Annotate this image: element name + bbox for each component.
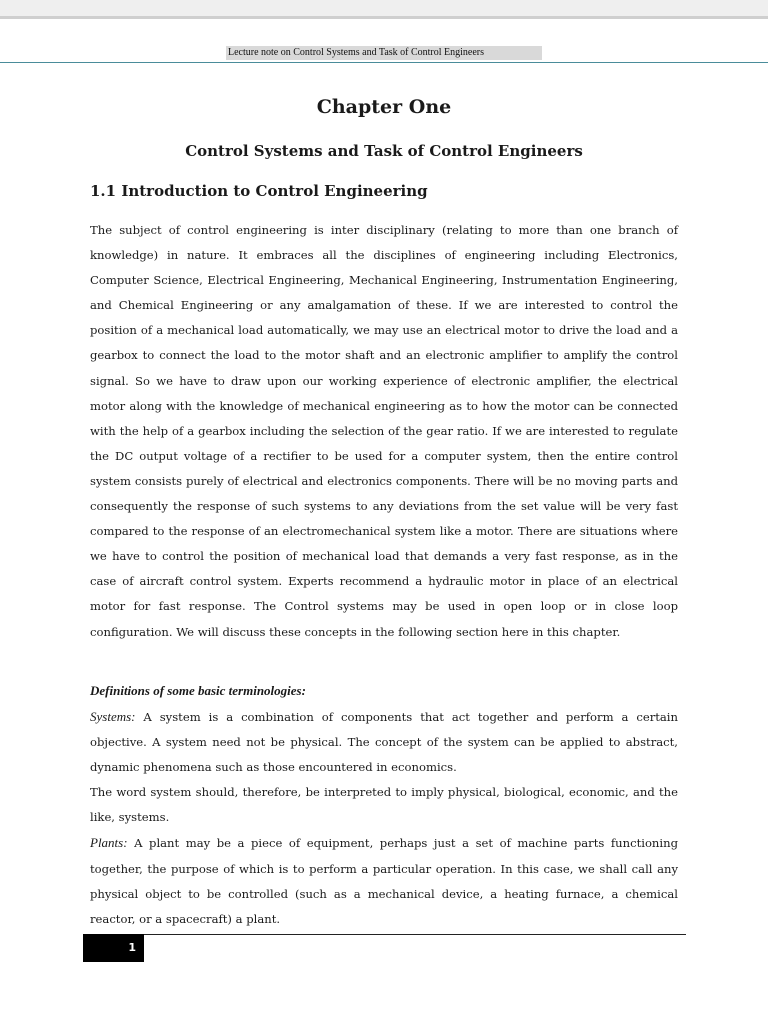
definition-systems-text: A system is a combination of components that act together and perform a certain objective. A system need not be physical. The concept of the system can be applied to abstract, dynamic phenomena such as those encountered in economics. <box>90 710 678 775</box>
intro-paragraph: The subject of control engineering is inter disciplinary (relating to more than one branch of knowledge) in nature. It embraces all the disciplines of engineering including Electronics, Computer Science, Electrical Engineering, Mechanical Engineering, Instrumentation Engineering, and Chemical Engineering or any amalgamation of these. If we are interested to control the position of a mechanical load automatically, we may use an electrical motor to drive the load and a gearbox to connect the load to the motor shaft and an electronic amplifier to amplify the control signal. So we have to draw upon our working experience of electronic amplifier, the electrical motor along with the knowledge of mechanical engineering as to how the motor can be connected with the help of a gearbox including the selection of the gear ratio. If we are interested to regulate the DC output voltage of a rectifier to be used for a computer system, then the entire control system consists purely of electrical and electronics components. There will be no moving parts and consequently the response of such systems to any deviations from the set value will be very fast compared to the response of an electromechanical system like a motor. There are situations where we have to control the position of mechanical load that demands a very fast response, as in the case of aircraft control system. Experts recommend a hydraulic motor in place of an electrical motor for fast response. The Control systems may be used in open loop or in close loop configuration. We will discuss these concepts in the following section here in this chapter. <box>90 223 678 639</box>
viewer-top-bar <box>0 0 768 19</box>
chapter-title: Chapter One <box>316 96 452 118</box>
section-heading: 1.1 Introduction to Control Engineering <box>90 182 428 200</box>
running-header: Lecture note on Control Systems and Task of Control Engineers <box>228 47 485 58</box>
definition-systems <box>90 704 678 780</box>
definitions-heading: Definitions of some basic terminologies: <box>90 683 306 698</box>
definition-plants <box>90 830 678 931</box>
definition-systems-note: The word system should, therefore, be interpreted to imply physical, biological, economic, and the like, systems. <box>90 785 678 825</box>
chapter-subtitle: Control Systems and Task of Control Engineers <box>185 142 583 160</box>
page-number: 1 <box>128 941 136 954</box>
definition-plants-text: A plant may be a piece of equipment, perhaps just a set of machine parts functioning together, the purpose of which is to perform a particular operation. In this case, we shall call any physical object to be controlled (such as a mechanical device, a heating furnace, a chemical reactor, or a spacecraft) a plant. <box>90 836 678 926</box>
header-rule <box>0 62 768 63</box>
term-systems: Systems: <box>90 709 136 724</box>
term-plants: Plants: <box>90 835 128 851</box>
footer-rule <box>144 934 686 935</box>
definitions-body <box>90 704 678 932</box>
page-number-box <box>83 934 144 962</box>
